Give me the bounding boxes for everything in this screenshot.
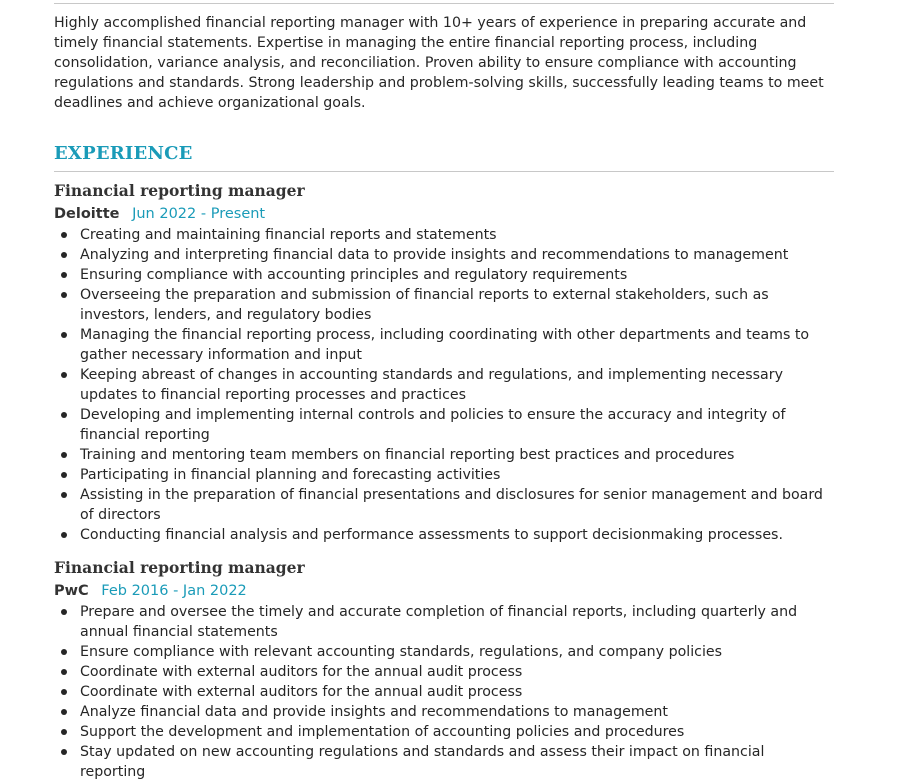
bullet-dot-icon [61,252,67,258]
bullet-dot-icon [61,412,67,418]
job-entry [54,556,834,782]
bullet-dot-icon [61,609,67,615]
job-dates: Jun 2022 - Present [132,206,266,222]
job-bullet: Participating in financial planning and forecasting activities [54,465,834,485]
job-bullet: Developing and implementing internal controls and policies to ensure the accuracy and integrity of financial reporting [54,405,834,445]
job-bullet: Keeping abreast of changes in accounting standards and regulations, and implementing necessary updates to financial reporting processes and practices [54,365,834,405]
job-bullet: Ensure compliance with relevant accounting standards, regulations, and company policies [54,642,834,662]
job-meta [54,203,834,225]
section-divider [54,171,834,172]
job-bullet: Prepare and oversee the timely and accurate completion of financial reports, including quarterly and annual financial statements [54,602,834,642]
bullet-dot-icon [61,709,67,715]
job-bullet: Coordinate with external auditors for the annual audit process [54,682,834,702]
job-bullet: Analyzing and interpreting financial data to provide insights and recommendations to management [54,245,834,265]
job-bullet: Assisting in the preparation of financial presentations and disclosures for senior management and board of directors [54,485,834,525]
job-bullet: Training and mentoring team members on financial reporting best practices and procedures [54,445,834,465]
company-name: PwC [54,583,89,599]
bullet-dot-icon [61,669,67,675]
job-bullet: Ensuring compliance with accounting principles and regulatory requirements [54,265,834,285]
bullet-dot-icon [61,332,67,338]
job-meta [54,580,834,602]
job-title: Financial reporting manager [54,181,305,200]
job-bullet: Coordinate with external auditors for the annual audit process [54,662,834,682]
bullet-dot-icon [61,689,67,695]
section-divider [54,3,834,4]
bullet-dot-icon [61,492,67,498]
job-bullet: Conducting financial analysis and performance assessments to support decisionmaking processes. [54,525,834,545]
job-bullet: Overseeing the preparation and submission of financial reports to external stakeholders, such as investors, lenders, and regulatory bodies [54,285,834,325]
company-name: Deloitte [54,206,120,222]
bullet-dot-icon [61,292,67,298]
job-bullet: Analyze financial data and provide insights and recommendations to management [54,702,834,722]
job-dates: Feb 2016 - Jan 2022 [101,583,247,599]
summary-text: Highly accomplished financial reporting manager with 10+ years of experience in preparing accurate and timely financial statements. Expertise in managing the entire financial reporting process, including consolidation, variance analysis, and reconciliation. Proven ability to ensure compliance with accounting regulations and standards. Strong leadership and problem-solving skills, successfully leading teams to meet deadlines and achieve organizational goals. [54,15,824,111]
job-bullet: Creating and maintaining financial reports and statements [54,225,834,245]
job-bullet-list [54,225,834,545]
bullet-dot-icon [61,729,67,735]
job-bullet: Support the development and implementation of accounting policies and procedures [54,722,834,742]
bullet-dot-icon [61,472,67,478]
bullet-dot-icon [61,532,67,538]
bullet-dot-icon [61,372,67,378]
bullet-dot-icon [61,232,67,238]
job-bullet-list [54,602,834,782]
section-heading-experience: EXPERIENCE [54,143,193,164]
bullet-dot-icon [61,452,67,458]
job-entry [54,179,834,545]
job-title: Financial reporting manager [54,558,305,577]
job-bullet: Stay updated on new accounting regulations and standards and assess their impact on financial reporting [54,742,834,782]
bullet-dot-icon [61,649,67,655]
job-bullet: Managing the financial reporting process, including coordinating with other departments and teams to gather necessary information and input [54,325,834,365]
bullet-dot-icon [61,272,67,278]
